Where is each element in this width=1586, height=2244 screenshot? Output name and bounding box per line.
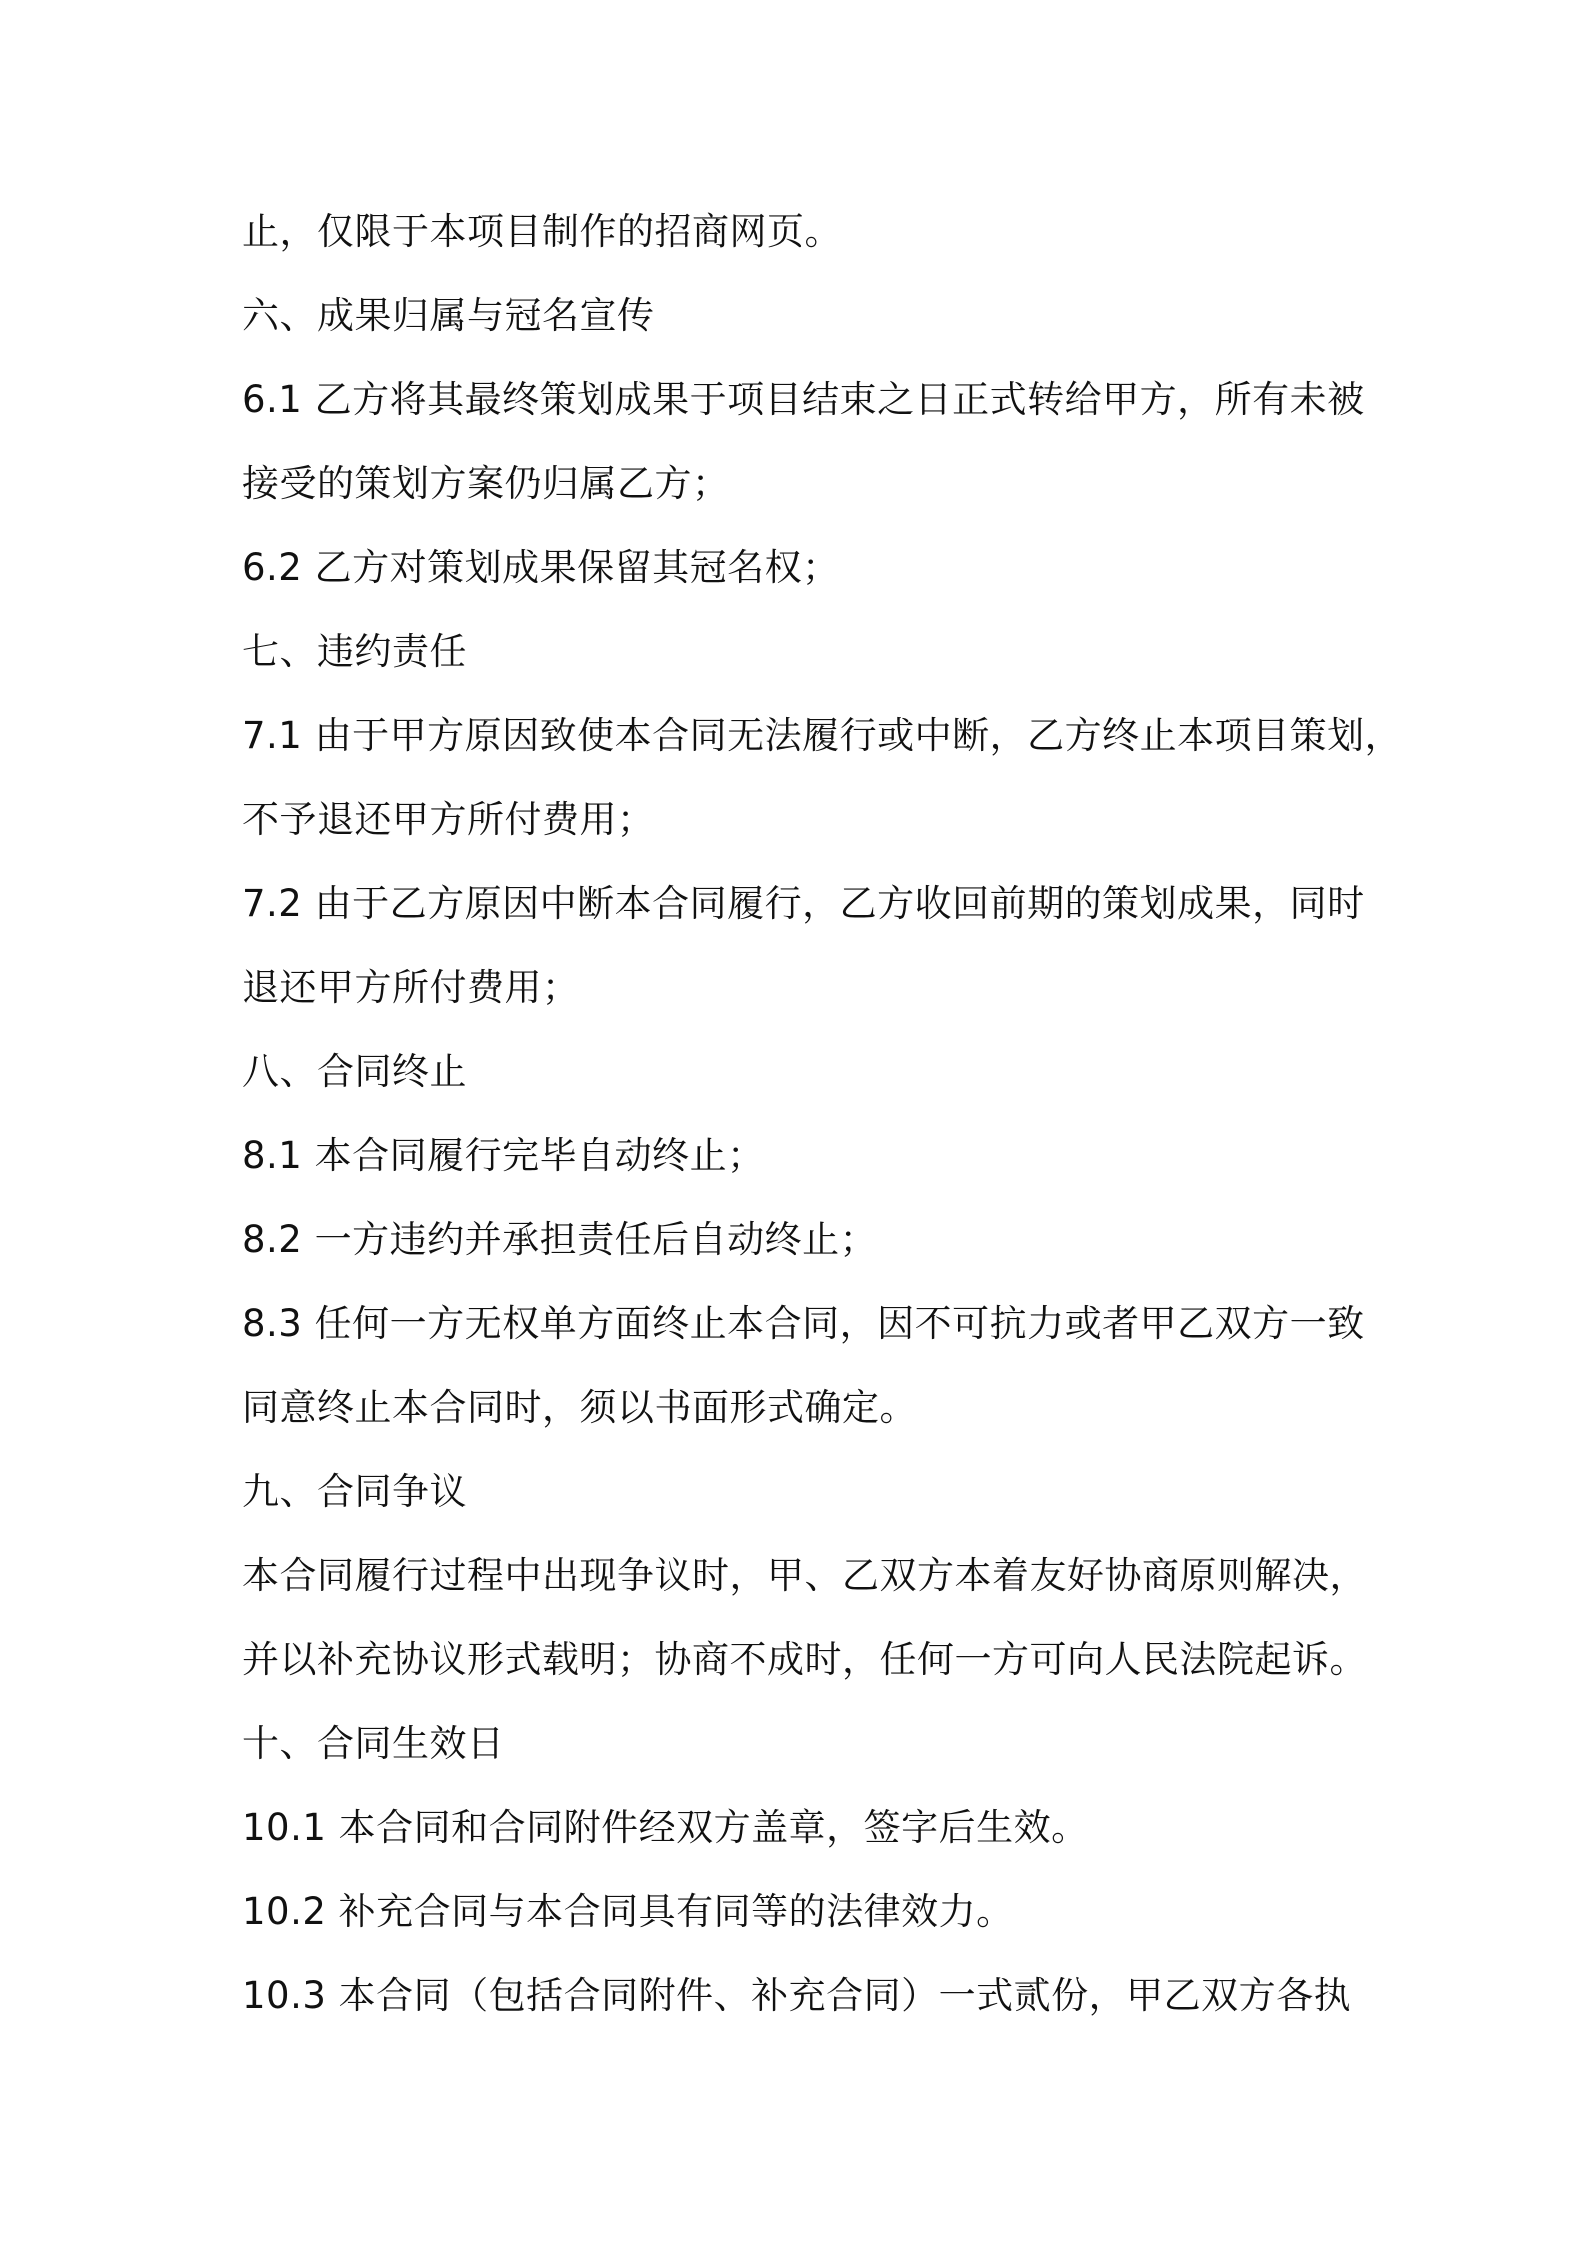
- section-heading-10: 十、合同生效日: [242, 1722, 505, 1765]
- section-heading-8: 八、合同终止: [242, 1050, 467, 1093]
- clause-6-1: 6.1 乙方将其最终策划成果于项目结束之日正式转给甲方，所有未被: [242, 378, 1365, 421]
- clause-7-1-continued: 不予退还甲方所付费用；: [242, 798, 655, 841]
- clause-10-1: 10.1 本合同和合同附件经双方盖章，签字后生效。: [242, 1806, 1089, 1849]
- clause-8-2: 8.2 一方违约并承担责任后自动终止；: [242, 1218, 878, 1261]
- document-body: [242, 190, 1403, 2038]
- clause-7-1: 7.1 由于甲方原因致使本合同无法履行或中断，乙方终止本项目策划，: [242, 714, 1403, 757]
- clause-8-3: 8.3 任何一方无权单方面终止本合同，因不可抗力或者甲乙双方一致: [242, 1302, 1365, 1345]
- clause-9-continued: 并以补充协议形式载明；协商不成时，任何一方可向人民法院起诉。: [242, 1638, 1367, 1681]
- clause-6-2: 6.2 乙方对策划成果保留其冠名权；: [242, 546, 840, 589]
- section-heading-7: 七、违约责任: [242, 630, 467, 673]
- text-line-continuation: 止，仅限于本项目制作的招商网页。: [242, 210, 842, 253]
- clause-7-2: 7.2 由于乙方原因中断本合同履行，乙方收回前期的策划成果，同时: [242, 882, 1365, 925]
- clause-10-3: 10.3 本合同（包括合同附件、补充合同）一式贰份，甲乙双方各执: [242, 1974, 1352, 2017]
- clause-6-1-continued: 接受的策划方案仍归属乙方；: [242, 462, 730, 505]
- clause-7-2-continued: 退还甲方所付费用；: [242, 966, 580, 1009]
- clause-10-2: 10.2 补充合同与本合同具有同等的法律效力。: [242, 1890, 1014, 1933]
- section-heading-9: 九、合同争议: [242, 1470, 467, 1513]
- clause-8-1: 8.1 本合同履行完毕自动终止；: [242, 1134, 765, 1177]
- clause-8-3-continued: 同意终止本合同时，须以书面形式确定。: [242, 1386, 917, 1429]
- section-heading-6: 六、成果归属与冠名宣传: [242, 294, 655, 337]
- clause-9: 本合同履行过程中出现争议时，甲、乙双方本着友好协商原则解决，: [242, 1554, 1367, 1597]
